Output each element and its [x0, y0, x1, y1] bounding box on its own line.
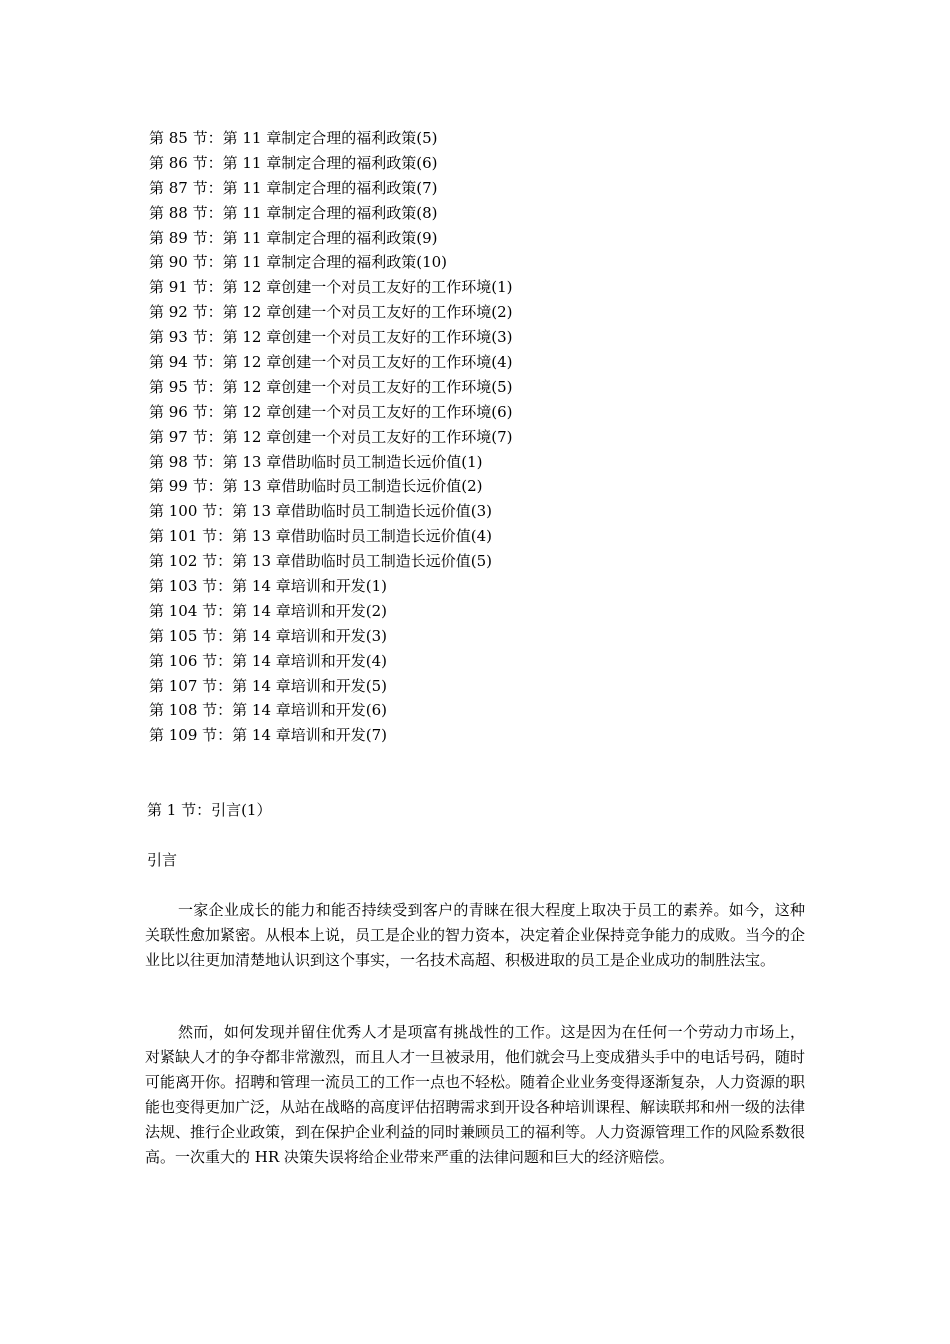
toc-item: 第 99 节：第 13 章借助临时员工制造长远价值(2)	[149, 477, 483, 496]
section-subheading: 引言	[147, 851, 178, 869]
toc-item: 第 104 节：第 14 章培训和开发(2)	[149, 601, 388, 620]
toc-item: 第 90 节：第 11 章制定合理的福利政策(10)	[149, 253, 448, 272]
toc-item: 第 89 节：第 11 章制定合理的福利政策(9)	[149, 228, 438, 247]
toc-item: 第 108 节：第 14 章培训和开发(6)	[149, 701, 388, 720]
toc-item: 第 92 节：第 12 章创建一个对员工友好的工作环境(2)	[149, 303, 513, 322]
toc-item: 第 91 节：第 12 章创建一个对员工友好的工作环境(1)	[149, 278, 513, 297]
toc-item: 第 87 节：第 11 章制定合理的福利政策(7)	[149, 178, 438, 197]
toc-item: 第 86 节：第 11 章制定合理的福利政策(6)	[149, 153, 438, 172]
toc-item: 第 107 节：第 14 章培训和开发(5)	[149, 676, 388, 695]
body-paragraph: 然而，如何发现并留住优秀人才是项富有挑战性的工作。这是因为在任何一个劳动力市场上，对紧缺人才的争夺都非常激烈，而且人才一旦被录用，他们就会马上变成猎头手中的电话号码，随时可能离开你。招聘和管理一流员工的工作一点也不轻松。随着企业业务变得逐渐复杂，人力资源的职能也变得更加广泛，从站在战略的高度评估招聘需求到开设各种培训课程、解读联邦和州一级的法律法规、推行企业政策，到在保护企业利益的同时兼顾员工的福利等。人力资源管理工作的风险系数很高。一次重大的 HR 决策失误将给企业带来严重的法律问题和巨大的经济赔偿。	[145, 1023, 806, 1166]
toc-item: 第 94 节：第 12 章创建一个对员工友好的工作环境(4)	[149, 353, 513, 372]
toc-item: 第 106 节：第 14 章培训和开发(4)	[149, 651, 388, 670]
toc-item: 第 85 节：第 11 章制定合理的福利政策(5)	[149, 129, 438, 147]
toc-item: 第 100 节：第 13 章借助临时员工制造长远价值(3)	[149, 502, 493, 521]
toc-item: 第 101 节：第 13 章借助临时员工制造长远价值(4)	[149, 527, 493, 546]
table-of-contents	[149, 126, 513, 748]
section-heading: 第 1 节：引言(1）	[147, 801, 272, 819]
toc-item: 第 96 节：第 12 章创建一个对员工友好的工作环境(6)	[149, 402, 513, 421]
toc-item: 第 95 节：第 12 章创建一个对员工友好的工作环境(5)	[149, 377, 513, 396]
toc-item: 第 102 节：第 13 章借助临时员工制造长远价值(5)	[149, 552, 493, 571]
toc-item: 第 103 节：第 14 章培训和开发(1)	[149, 577, 388, 596]
toc-item: 第 93 节：第 12 章创建一个对员工友好的工作环境(3)	[149, 328, 513, 347]
toc-item: 第 98 节：第 13 章借助临时员工制造长远价值(1)	[149, 452, 483, 471]
toc-item: 第 88 节：第 11 章制定合理的福利政策(8)	[149, 203, 438, 222]
toc-item: 第 109 节：第 14 章培训和开发(7)	[149, 726, 388, 745]
toc-item: 第 105 节：第 14 章培训和开发(3)	[149, 626, 388, 645]
body-paragraph: 一家企业成长的能力和能否持续受到客户的青睐在很大程度上取决于员工的素养。如今，这种关联性愈加紧密。从根本上说，员工是企业的智力资本，决定着企业保持竞争能力的成败。当今的企业比以往更加清楚地认识到这个事实，一名技术高超、积极进取的员工是企业成功的制胜法宝。	[145, 901, 806, 969]
toc-item: 第 97 节：第 12 章创建一个对员工友好的工作环境(7)	[149, 427, 513, 446]
